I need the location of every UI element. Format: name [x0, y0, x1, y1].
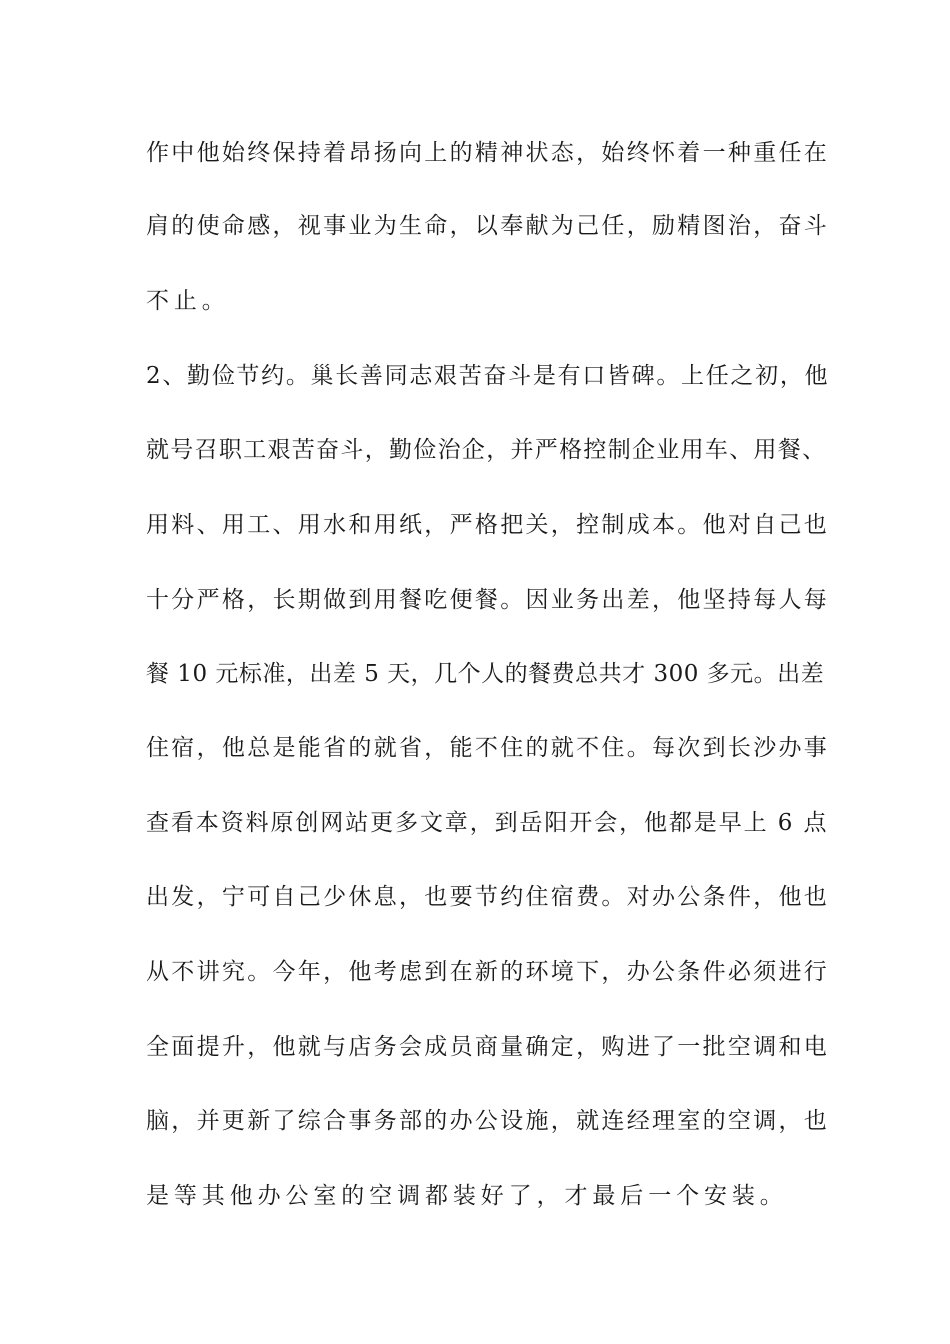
text-line: 用料、用工、用水和用纸，严格把关，控制成本。他对自己也 [146, 512, 830, 538]
text-line: 十分严格，长期做到用餐吃便餐。因业务出差，他坚持每人每 [146, 587, 830, 613]
text-line: 从不讲究。今年，他考虑到在新的环境下，办公条件必须进行 [146, 959, 830, 985]
text-line: 全面提升，他就与店务会成员商量确定，购进了一批空调和电 [146, 1034, 830, 1060]
text-line: 出发，宁可自己少休息，也要节约住宿费。对办公条件，他也 [146, 884, 830, 910]
text-line: 查看本资料原创网站更多文章，到岳阳开会，他都是早上 6 点 [146, 810, 829, 836]
text-line: 住宿，他总是能省的就省，能不住的就不住。每次到长沙办事 [146, 735, 830, 761]
text-line: 是等其他办公室的空调都装好了，才最后一个安装。 [146, 1183, 788, 1209]
text-line: 肩的使命感，视事业为生命，以奉献为己任，励精图治，奋斗 [146, 213, 830, 239]
text-line: 就号召职工艰苦奋斗，勤俭治企，并严格控制企业用车、用餐、 [146, 437, 827, 463]
text-line: 脑，并更新了综合事务部的办公设施，就连经理室的空调，也 [146, 1108, 830, 1134]
text-line: 餐 10 元标准，出差 5 天，几个人的餐费总共才 300 多元。出差 [146, 661, 825, 687]
text-line: 作中他始终保持着昂扬向上的精神状态，始终怀着一种重任在 [146, 140, 830, 166]
text-line: 不止。 [146, 288, 230, 314]
text-line: 2、勤俭节约。巢长善同志艰苦奋斗是有口皆碑。上任之初，他 [146, 363, 830, 389]
